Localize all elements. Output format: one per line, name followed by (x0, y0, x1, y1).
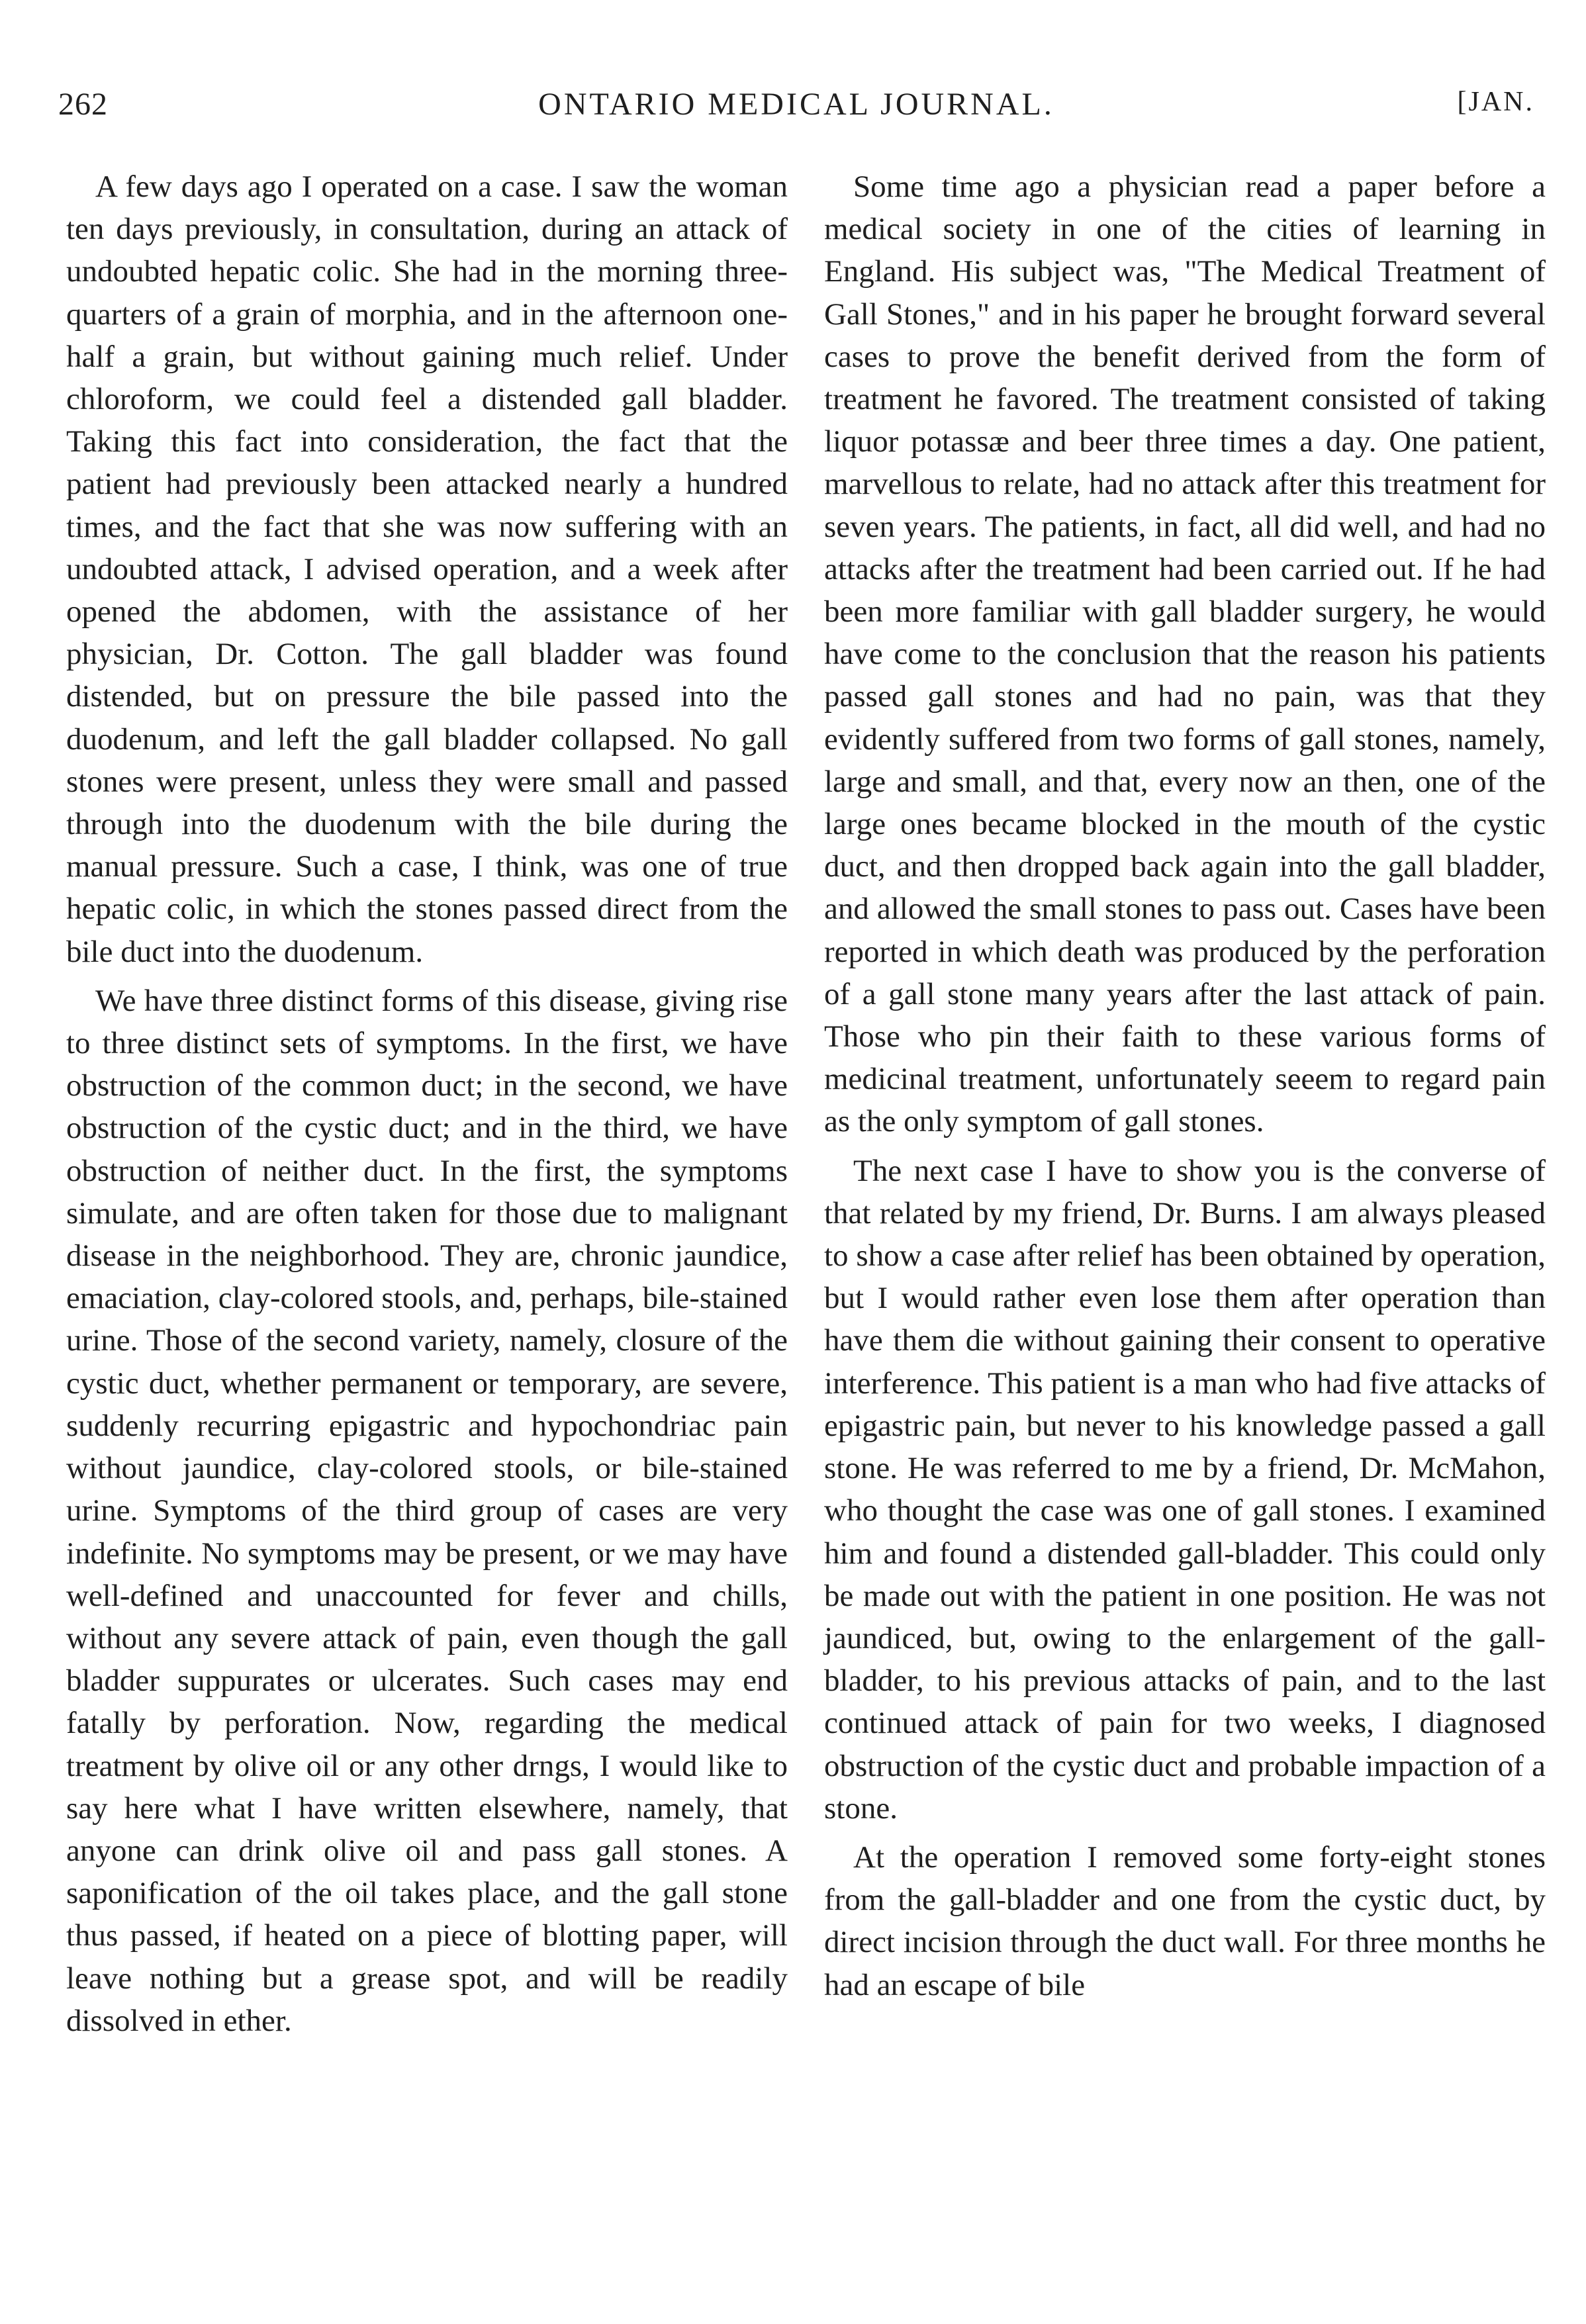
paragraph: We have three distinct forms of this disease, giving rise to three distinct sets of symptoms. In the first, we have obstruction of the common duct; in the second, we have obstruction of the cystic duct; and in the third, we have obstruction of neither duct. In the first, the symptoms simulate, and are often taken for those due to malignant disease in the neighborhood. They are, chronic jaundice, emaciation, clay-colored stools, and, perhaps, bile-stained urine. Those of the second variety, namely, closure of the cystic duct, whether permanent or temporary, are severe, suddenly recurring epigastric and hypochondriac pain without jaundice, clay-colored stools, or bile-stained urine. Symptoms of the third group of cases are very indefinite. No symptoms may be present, or we may have well-defined and unaccounted for fever and chills, without any severe attack of pain, even though the gall bladder suppurates or ulcerates. Such cases may end fatally by perforation. Now, regarding the medical treatment by olive oil or any other drngs, I would like to say here what I have written elsewhere, namely, that anyone can drink olive oil and pass gall stones. A saponification of the oil takes place, and the gall stone thus passed, if heated on a piece of blotting paper, will leave nothing but a grease spot, and will be readily dissolved in ether. (66, 983, 788, 2038)
paragraph: The next case I have to show you is the converse of that related by my friend, Dr. Burns. I am always pleased to show a case after relief has been obtained by operation, but I would rather even lose them after operation than have them die without gaining their consent to operative interference. This patient is a man who had five attacks of epigastric pain, but never to his knowledge passed a gall stone. He was referred to me by a friend, Dr. McMahon, who thought the case was one of gall stones. I examined him and found a distended gall-bladder. This could only be made out with the patient in one position. He was not jaundiced, but, owing to the enlargement of the gall-bladder, to his previous attacks of pain, and to the last continued attack of pain for two weeks, I diagnosed obstruction of the cystic duct and probable impaction of a stone. (824, 1153, 1546, 1826)
paragraph: At the operation I removed some forty-eight stones from the gall-bladder and one from the cystic duct, by direct incision through the duct wall. For three months he had an escape of bile (824, 1839, 1546, 2002)
running-head (58, 86, 1534, 139)
journal-title: ONTARIO MEDICAL JOURNAL. (538, 87, 1054, 122)
issue-month: [JAN. (1457, 87, 1534, 117)
paragraph: Some time ago a physician read a paper before a medical society in one of the cities of learning in England. His subject was, "The Medical Treatment of Gall Stones," and in his paper he brought forward several cases to prove the benefit derived from the form of treatment he favored. The treatment consisted of taking liquor potassæ and beer three times a day. One patient, marvellous to relate, had no attack after this treatment for seven years. The patients, in fact, all did well, and had no attacks after the treatment had been carried out. If he had been more familiar with gall bladder surgery, he would have come to the conclusion that the reason his patients passed gall stones and had no pain, was that they evidently suffered from two forms of gall stones, namely, large and small, and that, every now an then, one of the large ones became blocked in the mouth of the cystic duct, and then dropped back again into the gall bladder, and allowed the small stones to pass out. Cases have been reported in which death was produced by the perforation of a gall stone many years after the last attack of pain. Those who pin their faith to these various forms of medicinal treatment, unfortunately seeem to regard pain as the only symptom of gall stones. (824, 169, 1546, 1139)
left-column (66, 165, 788, 2042)
paragraph: A few days ago I operated on a case. I saw the woman ten days previously, in consultation, during an attack of undoubted hepatic colic. She had in the morning three-quarters of a grain of morphia, and in the afternoon one-half a grain, but without gaining much relief. Under chloroform, we could feel a distended gall bladder. Taking this fact into consideration, the fact that the patient had previously been attacked nearly a hundred times, and the fact that she was now suffering with an undoubted attack, I advised operation, and a week after opened the abdomen, with the assistance of her physician, Dr. Cotton. The gall bladder was found distended, but on pressure the bile passed into the duodenum, and left the gall bladder collapsed. No gall stones were present, unless they were small and passed through into the duodenum with the bile during the manual pressure. Such a case, I think, was one of true hepatic colic, in which the stones passed direct from the bile duct into the duodenum. (66, 169, 788, 969)
page-number: 262 (58, 87, 108, 122)
right-column (824, 165, 1546, 2006)
